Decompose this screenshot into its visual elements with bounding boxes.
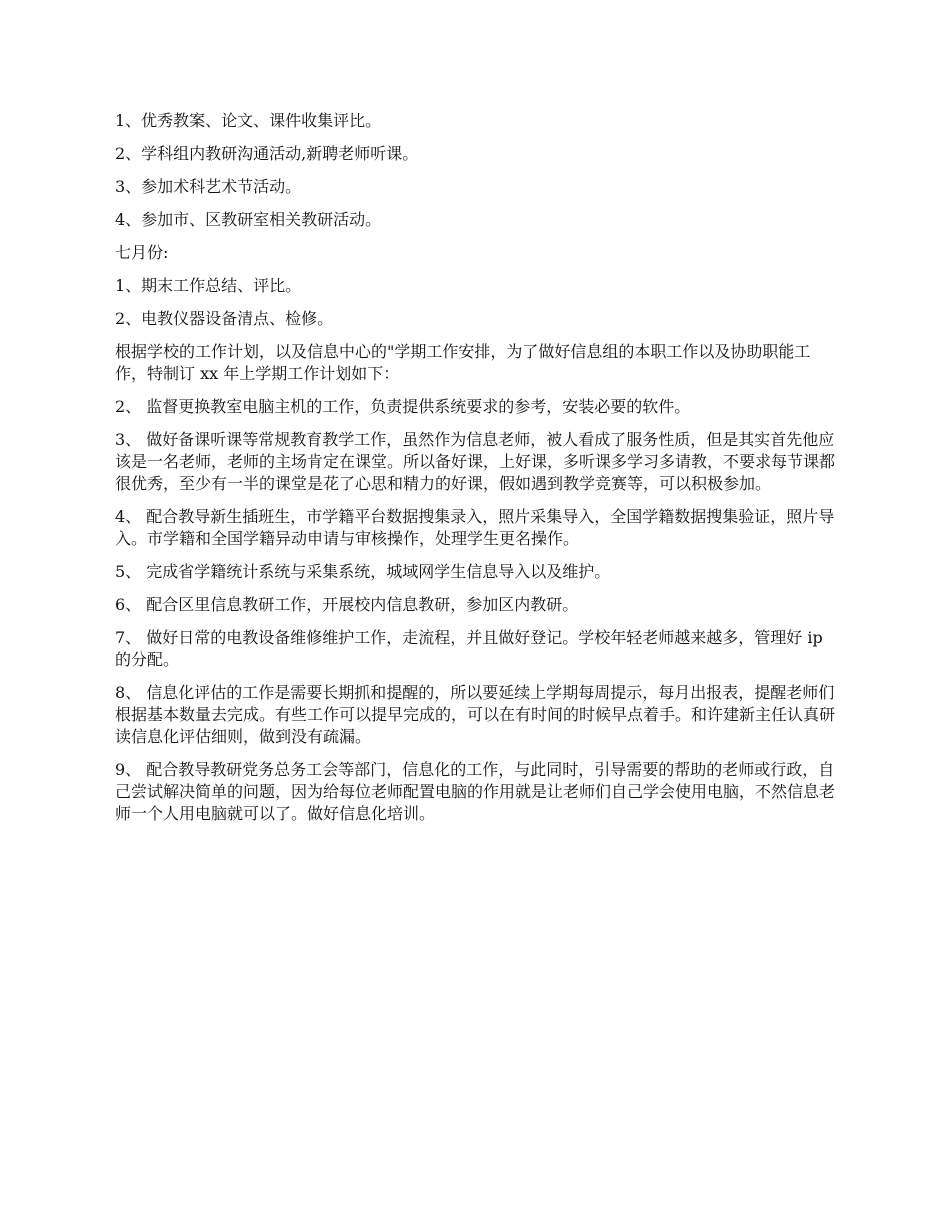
- paragraph-item-13: 8、 信息化评估的工作是需要长期抓和提醒的，所以要延续上学期每周提示，每月出报表，提醒老师们根据基本数量去完成。有些工作可以提早完成的，可以在有时间的时候早点着手。和许建新主任认真研读信息化评估细则，做到没有疏漏。: [115, 683, 836, 746]
- paragraph-item-10: 5、 完成省学籍统计系统与采集系统，城域网学生信息导入以及维护。: [115, 562, 611, 581]
- paragraph-item-11: 6、 配合区里信息教研工作，开展校内信息教研，参加区内教研。: [115, 595, 579, 614]
- section-heading-july: 七月份:: [115, 243, 169, 262]
- paragraph-item-5: 1、期末工作总结、评比。: [115, 276, 302, 295]
- document-body: [115, 110, 840, 836]
- paragraph-item-4: 4、参加市、区教研室相关教研活动。: [115, 210, 382, 229]
- paragraph-item-12: 7、 做好日常的电教设备维修维护工作，走流程，并且做好登记。学校年轻老师越来越多，管理好 ip 的分配。: [115, 628, 823, 669]
- paragraph-item-2: 2、学科组内教研沟通活动,新聘老师听课。: [115, 144, 419, 163]
- paragraph-item-3: 3、参加术科艺术节活动。: [115, 177, 302, 196]
- paragraph-item-8: 3、 做好备课听课等常规教育教学工作，虽然作为信息老师，被人看成了服务性质，但是其实首先他应该是一名老师，老师的主场肯定在课堂。所以备好课，上好课，多听课多学习多请教，不要求每节课都很优秀，至少有一半的课堂是花了心思和精力的好课，假如遇到教学竞赛等，可以积极参加。: [115, 430, 836, 493]
- paragraph-item-6: 2、电教仪器设备清点、检修。: [115, 309, 334, 328]
- paragraph-item-1: 1、优秀教案、论文、课件收集评比。: [115, 111, 382, 130]
- intro-paragraph: 根据学校的工作计划，以及信息中心的"学期工作安排，为了做好信息组的本职工作以及协助职能工作，特制订 xx 年上学期工作计划如下：: [115, 342, 811, 383]
- paragraph-item-14: 9、 配合教导教研党务总务工会等部门，信息化的工作，与此同时，引导需要的帮助的老师或行政，自己尝试解决简单的问题，因为给每位老师配置电脑的作用就是让老师们自己学会使用电脑，不然信息老师一个人用电脑就可以了。做好信息化培训。: [115, 760, 836, 823]
- paragraph-item-7: 2、 监督更换教室电脑主机的工作，负责提供系统要求的参考，安装必要的软件。: [115, 397, 691, 416]
- paragraph-item-9: 4、 配合教导新生插班生，市学籍平台数据搜集录入，照片采集导入，全国学籍数据搜集验证，照片导入。市学籍和全国学籍异动申请与审核操作，处理学生更名操作。: [115, 507, 835, 548]
